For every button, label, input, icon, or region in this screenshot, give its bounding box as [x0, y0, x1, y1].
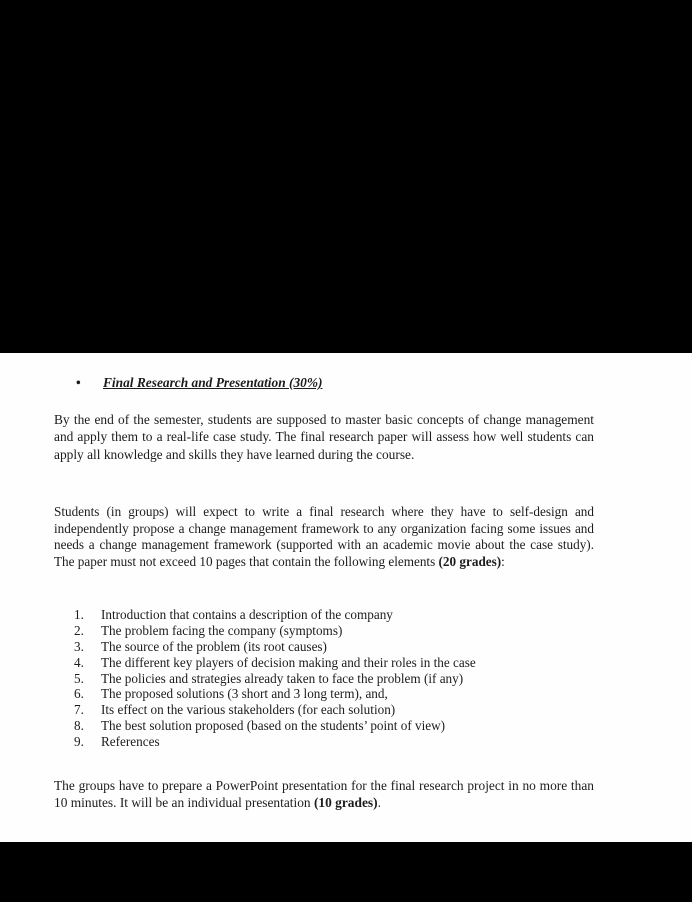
list-item-number: 8. — [74, 718, 84, 734]
list-item-number: 9. — [74, 734, 84, 750]
list-item-number: 1. — [74, 607, 84, 622]
list-item — [74, 686, 476, 702]
list-item-number: 5. — [74, 670, 84, 686]
presentation-end: . — [377, 795, 381, 810]
document-page — [0, 353, 692, 842]
presentation-paragraph — [54, 777, 594, 811]
list-item-text: The source of the problem (its root causes) — [101, 638, 327, 654]
list-item-text: The best solution proposed (based on the students’ point of view) — [101, 718, 446, 734]
list-item-text: Its effect on the various stakeholders (for each solution) — [101, 702, 396, 718]
list-item — [74, 671, 476, 687]
requirements-text: Students (in groups) will expect to write a final research where they have to self-design and independently propose a change management framework to any organization facing some issues and needs a change management framework (supported with an academic movie about the case study). The paper must not exceed 10 pages that contain the following elements — [54, 504, 594, 569]
research-grade: (20 grades) — [438, 553, 502, 569]
bullet-icon: • — [76, 375, 81, 390]
presentation-grade: (10 grades) — [313, 795, 378, 810]
list-item-text: The different key players of decision making and their roles in the case — [101, 654, 476, 670]
list-item — [74, 607, 476, 623]
list-item-text: Introduction that contains a description of the company — [101, 607, 393, 622]
section-title: Final Research and Presentation (30%) — [103, 375, 323, 390]
requirements-paragraph — [54, 504, 594, 570]
list-item-number: 3. — [74, 638, 84, 654]
list-item-text: References — [101, 734, 160, 750]
list-item — [74, 623, 476, 639]
list-item-number: 7. — [74, 702, 84, 718]
presentation-text: The groups have to prepare a PowerPoint presentation for the final research project in no more than 10 minutes. It will be an individual presentation — [54, 778, 594, 810]
list-item-number: 4. — [74, 654, 84, 670]
section-heading — [78, 374, 322, 391]
list-item — [74, 718, 476, 734]
list-item — [74, 655, 476, 671]
list-item-number: 2. — [74, 622, 84, 638]
list-item-text: The proposed solutions (3 short and 3 long term), and, — [101, 686, 388, 702]
list-item-text: The problem facing the company (symptoms) — [101, 622, 343, 638]
list-item-text: The policies and strategies already taken to face the problem (if any) — [101, 670, 464, 686]
list-item — [74, 639, 476, 655]
intro-paragraph: By the end of the semester, students are supposed to master basic concepts of change management and apply them to a real-life case study. The final research paper will assess how well students can apply all knowledge and skills they have learned during the course. — [54, 412, 594, 462]
elements-list — [74, 607, 476, 750]
list-item-number: 6. — [74, 686, 84, 702]
list-item — [74, 734, 476, 750]
requirements-end: : — [501, 553, 505, 569]
list-item — [74, 702, 476, 718]
